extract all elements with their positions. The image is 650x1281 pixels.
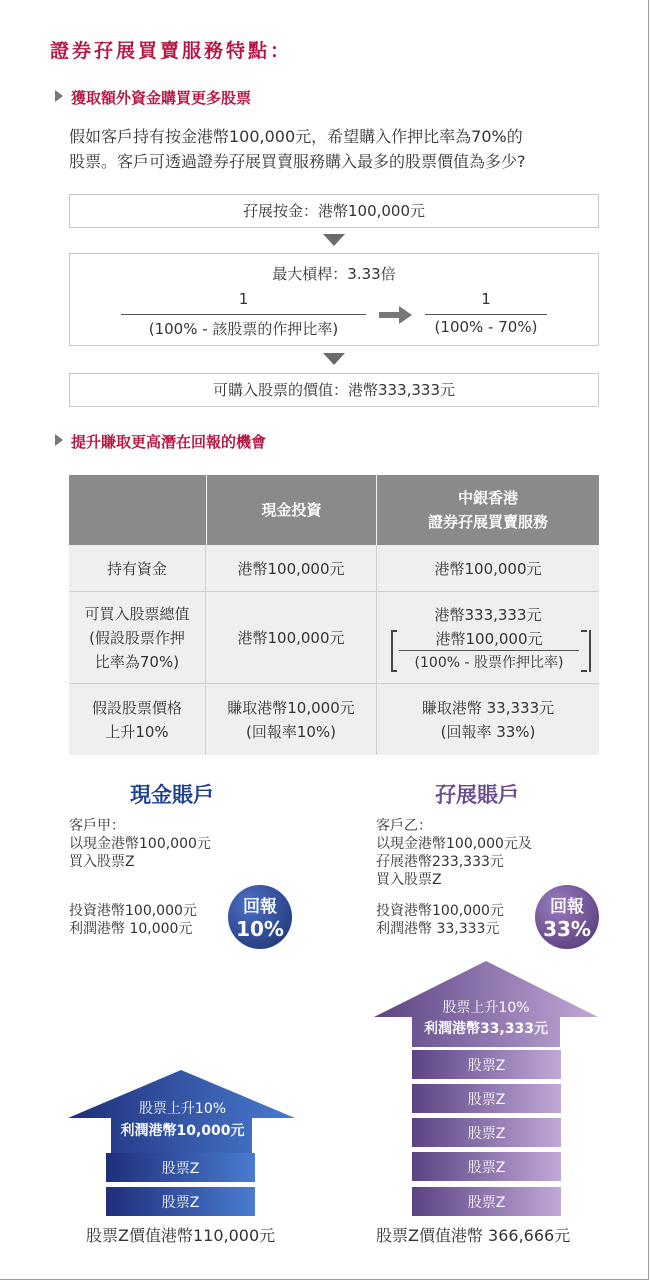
margin-stock-value: 股票Z價值港幣 366,666元 bbox=[376, 1226, 571, 1245]
question-line: 股票。客戶可透過證券孖展買賣服務購入最多的股票價值為多少? bbox=[69, 152, 526, 171]
cell-line: 賺取港幣 33,333元 bbox=[421, 698, 555, 717]
stock-bar: 股票Z bbox=[412, 1152, 561, 1181]
margin-deposit-box: 孖展按金：港幣100,000元 bbox=[69, 194, 599, 228]
cash-invest-info bbox=[69, 902, 197, 938]
cell-line: (回報率 33%) bbox=[440, 722, 536, 741]
info-line: 以現金港幣100,000元 bbox=[69, 836, 211, 852]
fraction-denominator: (100% - 該股票的作押比率) bbox=[148, 320, 339, 338]
label-line: 假設股票價格 bbox=[91, 698, 182, 717]
table-row-label bbox=[69, 592, 206, 684]
cash-arrow-profit: 利潤港幣10,000元 bbox=[120, 1123, 245, 1139]
label-line: 上升10% bbox=[105, 722, 169, 741]
margin-invest-info bbox=[376, 902, 504, 938]
info-line: 投資港幣100,000元 bbox=[376, 903, 504, 919]
info-line: 利潤港幣 33,333元 bbox=[376, 921, 500, 937]
info-line: 買入股票Z bbox=[376, 872, 442, 888]
badge-value: 10% bbox=[236, 917, 284, 941]
section2-heading: 提升賺取更高潛在回報的機會 bbox=[71, 433, 267, 451]
formula-frac-bar bbox=[399, 650, 579, 651]
leverage-text: 最大槓桿：3.33倍 bbox=[272, 265, 396, 283]
down-arrow-icon bbox=[323, 353, 345, 365]
page-title: 證券孖展買賣服務特點： bbox=[50, 40, 293, 62]
margin-arrow-profit: 利潤港幣33,333元 bbox=[423, 1021, 549, 1037]
question-text bbox=[69, 124, 609, 174]
right-arrow-icon bbox=[379, 304, 413, 326]
fraction-numerator: 1 bbox=[481, 290, 491, 308]
table-cell-margin bbox=[377, 684, 599, 755]
fraction-numerator: 1 bbox=[238, 290, 249, 308]
stock-bar: 股票Z bbox=[106, 1187, 255, 1216]
comparison-table bbox=[69, 475, 599, 755]
leverage-box bbox=[69, 253, 599, 346]
table-cell-cash: 港幣100,000元 bbox=[206, 592, 377, 684]
stock-bar: 股票Z bbox=[412, 1187, 561, 1216]
table-row-label: 持有資金 bbox=[69, 546, 206, 592]
table-cell-cash bbox=[206, 684, 377, 755]
badge-label: 回報 bbox=[243, 897, 277, 917]
label-line: 可買入股票總值 bbox=[84, 604, 190, 623]
label-line: 比率為70%) bbox=[94, 652, 180, 671]
badge-label: 回報 bbox=[550, 897, 584, 917]
section1-heading: 獲取額外資金購買更多股票 bbox=[71, 89, 252, 107]
badge-value: 33% bbox=[543, 917, 591, 941]
result-box: 可購入股票的價值：港幣333,333元 bbox=[69, 373, 599, 407]
margin-account-title: 孖展賬戶 bbox=[435, 783, 519, 807]
question-line: 假如客戶持有按金港幣100,000元，希望購入作押比率為70%的 bbox=[69, 127, 523, 146]
cash-arrow-text: 股票上升10% bbox=[138, 1101, 227, 1117]
info-line: 買入股票Z bbox=[69, 854, 135, 870]
table-header-margin bbox=[377, 475, 599, 545]
table-header-cash: 現金投資 bbox=[207, 475, 376, 545]
section-bullet-icon bbox=[55, 90, 63, 102]
stock-bar: 股票Z bbox=[106, 1153, 255, 1182]
table-cell-margin: 港幣100,000元 bbox=[377, 546, 599, 592]
info-line: 以現金港幣100,000元及 bbox=[376, 836, 532, 852]
margin-arrow-text: 股票上升10% bbox=[442, 1000, 530, 1016]
stock-bar: 股票Z bbox=[412, 1084, 561, 1113]
info-line: 客戶甲： bbox=[69, 818, 125, 834]
stock-bar: 股票Z bbox=[412, 1118, 561, 1147]
info-line: 投資港幣100,000元 bbox=[69, 903, 197, 919]
header-line: 中銀香港 bbox=[457, 489, 518, 507]
margin-client-info bbox=[376, 817, 532, 889]
table-cell-cash: 港幣100,000元 bbox=[206, 546, 377, 592]
info-line: 孖展港幣233,333元 bbox=[376, 854, 504, 870]
cash-account-title: 現金賬戶 bbox=[130, 783, 214, 807]
info-line: 利潤港幣 10,000元 bbox=[69, 921, 193, 937]
down-arrow-icon bbox=[323, 234, 345, 246]
table-cell-margin-formula bbox=[377, 592, 599, 684]
cash-stock-value: 股票Z價值港幣110,000元 bbox=[86, 1226, 276, 1245]
header-line: 證券孖展買賣服務 bbox=[427, 513, 548, 531]
formula-numerator: 港幣333,333元 bbox=[434, 606, 542, 624]
info-line: 客戶乙： bbox=[376, 818, 432, 834]
cash-client-info bbox=[69, 817, 211, 871]
fraction-bar bbox=[121, 314, 366, 315]
fraction-denominator: (100% - 70%) bbox=[434, 318, 538, 336]
stock-bar: 股票Z bbox=[412, 1050, 561, 1079]
formula-frac-num: 港幣100,000元 bbox=[435, 630, 543, 648]
fraction-bar bbox=[425, 314, 547, 315]
section-bullet-icon bbox=[55, 434, 63, 446]
return-badge bbox=[228, 885, 292, 949]
return-badge bbox=[535, 885, 599, 949]
cell-line: (回報率10%) bbox=[245, 722, 337, 741]
cell-line: 賺取港幣10,000元 bbox=[227, 698, 355, 717]
label-line: (假設股票作押 bbox=[89, 628, 185, 647]
table-row-label bbox=[69, 684, 206, 755]
table-header-empty bbox=[69, 475, 206, 545]
formula-frac-den: (100% - 股票作押比率) bbox=[414, 655, 564, 671]
